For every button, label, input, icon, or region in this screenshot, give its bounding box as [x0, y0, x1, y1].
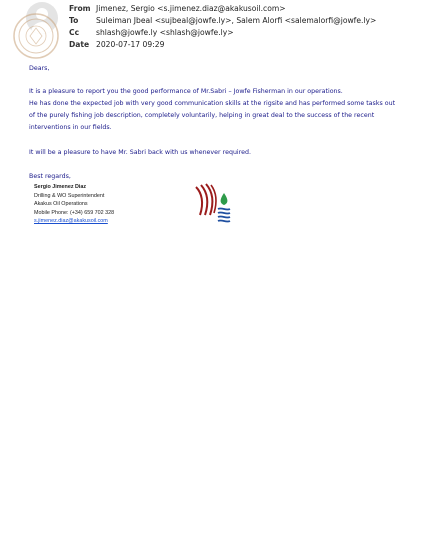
stamp-seal [12, 12, 60, 60]
akakus-oil-logo [192, 181, 232, 225]
signature-company: Akakus Oil Operations [34, 201, 88, 207]
paragraph-1-line-4: interventions in our fields. [29, 124, 112, 131]
header-cc-key: Cc [69, 28, 80, 37]
header-date [69, 40, 164, 50]
signature-email-link[interactable]: s.jimenez.diaz@akakusoil.com [34, 218, 108, 224]
signature-name: Sergio Jimenez Diaz [34, 184, 87, 190]
header-from [69, 4, 286, 14]
header-to-value[interactable]: Suleiman Jbeal <sujbeal@jowfe.ly>, Salem Alorfi <salemalorfi@jowfe.ly> [96, 16, 377, 25]
header-to-key: To [69, 16, 79, 25]
greeting: Dears, [29, 65, 50, 72]
header-cc [69, 28, 234, 38]
header-date-value: 2020-07-17 09:29 [96, 40, 165, 49]
paragraph-2: It will be a pleasure to have Mr. Sabri back with us whenever required. [29, 149, 252, 156]
header-from-value[interactable]: Jimenez, Sergio <s.jimenez.diaz@akakusoil.com> [96, 4, 286, 13]
header-to [69, 16, 376, 26]
header-date-key: Date [69, 40, 90, 49]
closing: Best regards, [29, 173, 71, 180]
header-from-key: From [69, 4, 91, 13]
paragraph-1-line-2: He has done the expected job with very good communication skills at the rigsite and has performed some tasks out [29, 100, 396, 107]
paragraph-1-line-1: It is a pleasure to report you the good performance of Mr.Sabri – Jowfe Fisherman in our operations. [29, 88, 343, 95]
signature-title: Drilling & WO Superintendent [34, 193, 105, 199]
signature-phone: Mobile Phone: (+34) 659 702 328 [34, 210, 115, 216]
header-cc-value[interactable]: shlash@jowfe.ly <shlash@jowfe.ly> [96, 28, 234, 37]
paragraph-1-line-3: of the purely fishing job description, completely voluntarily, helping in great deal to the success of the recent [29, 112, 375, 119]
